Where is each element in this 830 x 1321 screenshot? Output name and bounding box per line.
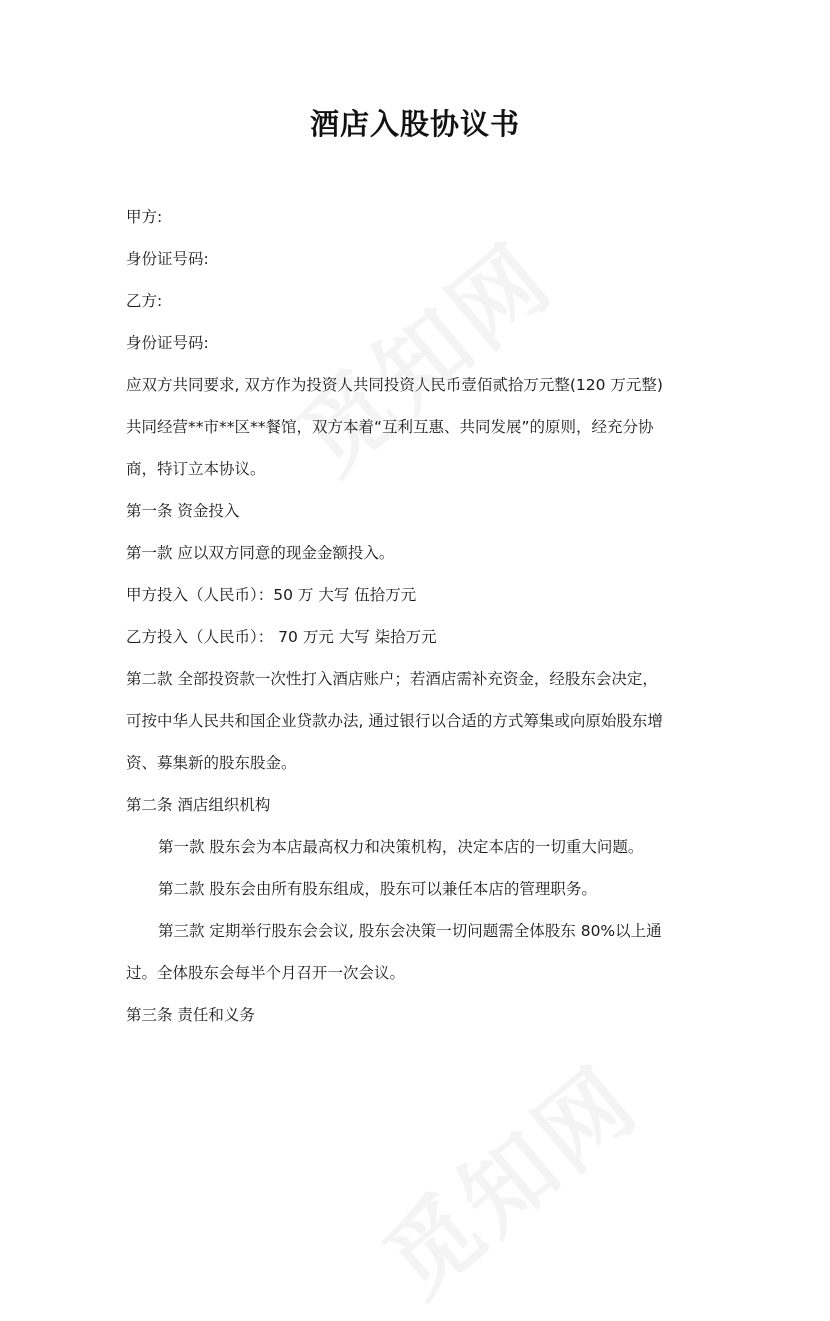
clause-line: 甲方投入（人民币）：50 万 大写 伍拾万元	[126, 586, 417, 604]
clause-line: 可按中华人民共和国企业贷款办法, 通过银行以合适的方式筹集或向原始股东增	[126, 712, 663, 730]
clause-line: 第三款 定期举行股东会会议, 股东会决策一切问题需全体股东 80%以上通	[158, 922, 662, 940]
clause-line: 资、募集新的股东股金。	[126, 754, 297, 772]
clause-line: 第一款 股东会为本店最高权力和决策机构，决定本店的一切重大问题。	[158, 838, 644, 856]
watermark-bottom	[352, 1031, 662, 1321]
party-b-label: 乙方:	[126, 292, 163, 310]
party-a-id-label: 身份证号码:	[126, 250, 209, 268]
document-title: 酒店入股协议书	[309, 107, 520, 141]
clause-line: 第二款 全部投资款一次性打入酒店账户；若酒店需补充资金，经股东会决定，	[126, 670, 658, 688]
document-body	[126, 196, 716, 1036]
clause-line: 第一款 应以双方同意的现金金额投入。	[126, 544, 395, 562]
clause-line: 乙方投入（人民币）： 70 万元 大写 柒拾万元	[126, 628, 437, 646]
clause-line: 第二款 股东会由所有股东组成，股东可以兼任本店的管理职务。	[158, 880, 597, 898]
preamble-line: 共同经营**市**区**餐馆，双方本着“互利互惠、共同发展”的原则，经充分协	[126, 418, 654, 436]
preamble-line: 商，特订立本协议。	[126, 460, 266, 478]
article-heading: 第一条 资金投入	[126, 502, 240, 520]
clause-line: 过。全体股东会每半个月召开一次会议。	[126, 964, 406, 982]
party-b-id-label: 身份证号码:	[126, 334, 209, 352]
article-heading: 第二条 酒店组织机构	[126, 796, 271, 814]
party-a-label: 甲方:	[126, 208, 163, 226]
preamble-line: 应双方共同要求, 双方作为投资人共同投资人民币壹佰贰拾万元整(120 万元整)	[126, 376, 663, 394]
article-heading: 第三条 责任和义务	[126, 1006, 255, 1024]
